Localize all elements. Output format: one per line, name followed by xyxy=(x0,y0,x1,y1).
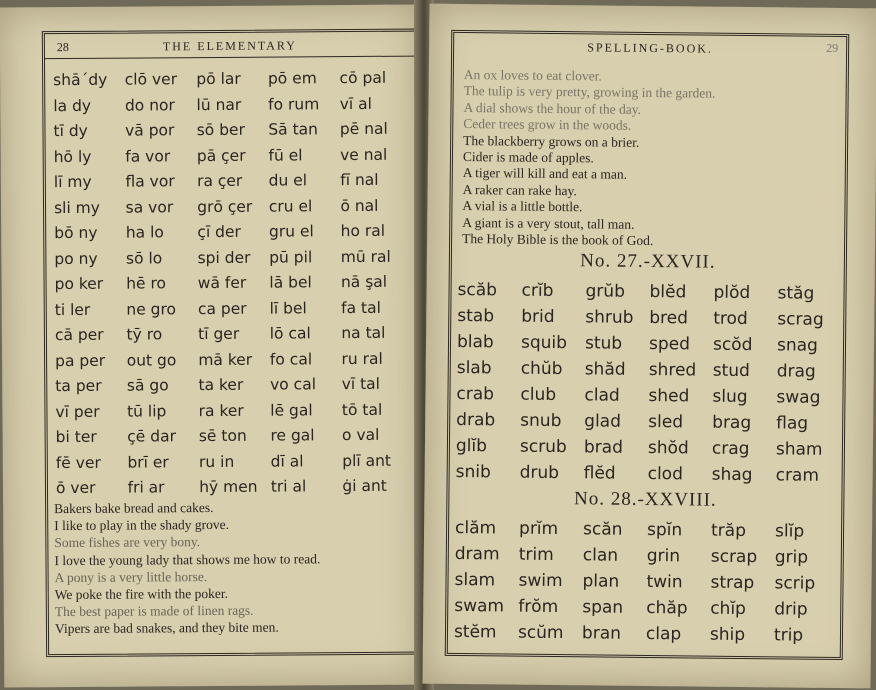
syllable-word: fa vor xyxy=(125,146,171,166)
sentence-line: The tulip is very pretty, growing in the garden. xyxy=(463,83,716,102)
spelling-word: trim xyxy=(518,544,554,566)
spelling-word: blĕd xyxy=(649,281,687,303)
spelling-word: shed xyxy=(648,385,690,407)
spelling-word: shag xyxy=(711,464,753,486)
syllable-word: grō çer xyxy=(197,197,253,216)
syllable-word: ha lo xyxy=(125,223,164,242)
syllable-word: ti ler xyxy=(54,300,91,319)
spelling-word: club xyxy=(520,384,557,406)
syllable-word: fū el xyxy=(268,145,303,165)
syllable-word: mā ker xyxy=(198,350,253,369)
syllable-table xyxy=(53,66,414,501)
syllable-word: fla vor xyxy=(125,172,175,191)
syllable-word: vā por xyxy=(125,121,175,140)
syllable-word: sli my xyxy=(53,198,100,217)
spelling-word: stĕm xyxy=(453,621,497,643)
syllable-word: ō nal xyxy=(340,196,379,215)
spelling-word: scrag xyxy=(777,309,824,330)
syllable-word: pē nal xyxy=(339,119,388,139)
spelling-word: trăp xyxy=(710,520,747,542)
spelling-word: shăd xyxy=(584,359,626,380)
syllable-word: sō ber xyxy=(196,120,245,140)
spelling-word: chăp xyxy=(646,597,688,619)
syllable-word: cō pal xyxy=(339,68,387,88)
syllable-word: ru in xyxy=(198,452,235,471)
spelling-word: shŏd xyxy=(647,437,689,459)
syllable-word: lī bel xyxy=(269,298,307,318)
sentence-line: The best paper is made of linen rags. xyxy=(54,602,254,620)
header-rule xyxy=(45,56,415,60)
spelling-word: brid xyxy=(521,306,555,327)
syllable-word: shā´dy xyxy=(53,70,108,90)
spelling-word: clan xyxy=(582,545,619,566)
spelling-word: flag xyxy=(776,413,809,434)
spelling-word: chŭb xyxy=(520,358,563,380)
spelling-word: strap xyxy=(710,572,755,594)
spelling-word: clap xyxy=(645,623,682,645)
spelling-word: flĕd xyxy=(583,463,616,484)
right-running-title: SPELLING-BOOK. xyxy=(587,40,714,56)
spelling-word: stub xyxy=(584,333,623,354)
syllable-word: ġi ant xyxy=(342,476,387,496)
spelling-word: plan xyxy=(582,571,620,592)
syllable-word: ru ral xyxy=(341,349,383,368)
spelling-word: snib xyxy=(455,461,491,483)
sentence-line: A dial shows the hour of the day. xyxy=(463,99,642,117)
syllable-word: lā bel xyxy=(269,273,312,292)
right-page xyxy=(422,4,876,689)
syllable-word: tī dy xyxy=(53,121,88,141)
syllable-word: wā fer xyxy=(197,273,247,293)
syllable-word: ne gro xyxy=(126,299,177,319)
spelling-word: bred xyxy=(649,307,689,329)
spelling-word: frŏm xyxy=(518,596,559,618)
syllable-word: bi ter xyxy=(55,427,97,447)
syllable-word: tū lip xyxy=(126,401,167,421)
lesson-28-words xyxy=(454,515,839,649)
spelling-word: slug xyxy=(712,386,748,408)
syllable-word: plī ant xyxy=(342,451,392,470)
spelling-word: snub xyxy=(520,410,562,432)
spelling-word: plŏd xyxy=(713,282,751,304)
syllable-word: vo cal xyxy=(270,375,317,394)
syllable-word: pū pil xyxy=(269,247,313,267)
syllable-word: do nor xyxy=(124,95,175,115)
spelling-word: scăb xyxy=(457,279,498,301)
spelling-word: twin xyxy=(646,571,683,593)
lesson-27-title: No. 27.-XXVII. xyxy=(580,250,716,273)
spelling-word: trod xyxy=(713,308,748,330)
syllable-word: tri al xyxy=(270,477,307,496)
syllable-word: ra ker xyxy=(198,401,244,420)
spelling-word: drag xyxy=(776,361,816,382)
syllable-word: ra çer xyxy=(196,171,243,191)
syllable-word: çī der xyxy=(197,222,241,242)
spelling-word: sled xyxy=(648,411,684,433)
spelling-word: crag xyxy=(711,438,750,460)
syllable-word: lī my xyxy=(53,172,92,192)
syllable-word: fo cal xyxy=(269,349,313,369)
syllable-word: fa tal xyxy=(341,298,381,317)
syllable-word: nā şal xyxy=(340,272,388,292)
sentence-line: Cider is made of apples. xyxy=(462,149,594,166)
left-running-title: THE ELEMENTARY xyxy=(162,38,297,54)
syllable-word: sō lo xyxy=(125,248,163,268)
left-sentences xyxy=(54,498,417,638)
spelling-word: slĭp xyxy=(774,521,805,542)
syllable-word: spi der xyxy=(197,248,251,267)
lesson-27-words xyxy=(456,277,842,489)
syllable-word: hē ro xyxy=(126,274,167,293)
syllable-word: tī ger xyxy=(198,324,240,344)
syllable-word: re gal xyxy=(270,426,315,445)
sentence-line: A tiger will kill and eat a man. xyxy=(462,165,628,183)
spelling-word: dram xyxy=(454,543,500,565)
spelling-word: trip xyxy=(773,625,804,646)
sentence-line: We poke the fire with the poker. xyxy=(54,585,229,603)
spelling-word: grip xyxy=(774,547,809,568)
left-page-border xyxy=(42,29,422,658)
syllable-word: lū nar xyxy=(196,95,242,114)
syllable-word: sa vor xyxy=(125,197,174,217)
right-sentences xyxy=(462,67,844,251)
spelling-word: clad xyxy=(584,385,620,406)
sentence-line: Ceder trees grow in the woods. xyxy=(463,116,632,134)
spelling-word: ship xyxy=(709,624,746,646)
spelling-word: swam xyxy=(454,595,505,617)
syllable-word: du el xyxy=(268,171,308,190)
spelling-word: chĭp xyxy=(710,598,746,620)
spelling-word: drab xyxy=(456,409,496,431)
sentence-line: A vial is a little bottle. xyxy=(462,198,583,215)
syllable-word: gru el xyxy=(268,222,314,241)
syllable-word: pa per xyxy=(55,351,106,370)
syllable-word: bō ny xyxy=(54,223,98,243)
left-page xyxy=(0,5,424,688)
syllable-word: hȳ men xyxy=(199,477,258,497)
sentence-line: A raker can rake hay. xyxy=(462,181,577,199)
spelling-word: snag xyxy=(776,335,818,356)
sentence-line: The blackberry grows on a brier. xyxy=(463,132,640,150)
sentence-line: A pony is a very little horse. xyxy=(54,568,208,585)
syllable-word: cā per xyxy=(54,325,104,345)
syllable-word: vī tal xyxy=(341,374,381,394)
spelling-word: scŭm xyxy=(517,622,564,644)
spelling-word: scŏd xyxy=(712,334,753,356)
left-page-number: 28 xyxy=(56,39,69,55)
syllable-word: sā go xyxy=(126,376,169,395)
syllable-word: mū ral xyxy=(340,247,391,266)
spelling-word: slam xyxy=(454,569,496,591)
syllable-word: cru el xyxy=(268,196,313,216)
syllable-word: Sā tan xyxy=(268,120,319,139)
syllable-word: po ny xyxy=(54,249,98,268)
syllable-word: clō ver xyxy=(124,70,178,89)
spelling-word: swag xyxy=(776,387,821,408)
syllable-word: fē ver xyxy=(55,453,101,472)
spelling-word: glad xyxy=(584,411,622,432)
spelling-word: stăg xyxy=(777,283,815,304)
spelling-word: drip xyxy=(774,599,808,620)
syllable-word: po ker xyxy=(54,274,104,294)
sentence-line: Vipers are bad snakes, and they bite men. xyxy=(54,619,279,637)
spelling-word: brad xyxy=(583,437,624,458)
spelling-word: cram xyxy=(775,465,820,486)
syllable-word: tȳ ro xyxy=(126,325,163,344)
spelling-word: clăm xyxy=(454,517,497,539)
right-page-number: 29 xyxy=(826,40,839,55)
sentence-line: I like to play in the shady grove. xyxy=(54,517,230,534)
spelling-word: glĭb xyxy=(455,435,488,457)
sentence-line: I love the young lady that shows me how to read. xyxy=(54,550,321,568)
spelling-word: sham xyxy=(775,439,823,460)
sentence-line: Bakers bake bread and cakes. xyxy=(54,499,214,517)
spelling-word: crĭb xyxy=(521,280,554,301)
spelling-word: spĭn xyxy=(646,519,683,541)
syllable-word: out go xyxy=(126,350,177,370)
spelling-word: drub xyxy=(519,462,560,484)
syllable-word: fo rum xyxy=(268,94,320,114)
syllable-word: ta per xyxy=(55,376,102,396)
syllable-word: ca per xyxy=(197,299,247,318)
syllable-word: pō lar xyxy=(196,69,241,89)
syllable-word: çē dar xyxy=(127,427,176,446)
sentence-line: Some fishes are very bony. xyxy=(54,534,201,551)
sentence-line: An ox loves to eat clover. xyxy=(463,67,602,84)
syllable-word: brī er xyxy=(127,452,169,472)
syllable-word: sē ton xyxy=(198,426,247,446)
syllable-word: ō ver xyxy=(55,478,96,498)
spelling-word: scrip xyxy=(774,573,816,594)
spelling-word: crab xyxy=(456,383,495,405)
lesson-28-title: No. 28.-XXVIII. xyxy=(573,488,717,511)
left-running-head xyxy=(45,38,415,56)
syllable-word: lē gal xyxy=(270,400,313,420)
syllable-word: pā çer xyxy=(196,146,246,165)
spelling-word: scăn xyxy=(582,519,623,540)
syllable-word: ho ral xyxy=(340,221,386,241)
syllable-word: vī per xyxy=(55,402,100,421)
syllable-word: tō tal xyxy=(341,400,383,419)
syllable-word: o val xyxy=(341,425,380,445)
sentence-line: A giant is a very stout, tall man. xyxy=(462,214,635,232)
spelling-word: shred xyxy=(648,359,697,381)
right-page-border xyxy=(445,30,850,660)
spelling-word: scrap xyxy=(710,546,758,568)
syllable-word: ta ker xyxy=(198,375,244,395)
syllable-word: ve nal xyxy=(339,145,388,164)
syllable-word: pō em xyxy=(267,69,317,88)
syllable-word: dī al xyxy=(270,451,304,471)
spelling-word: slab xyxy=(456,357,492,379)
right-running-head xyxy=(454,39,846,58)
spelling-word: blab xyxy=(456,331,494,353)
syllable-word: fī nal xyxy=(340,170,379,190)
spelling-word: grŭb xyxy=(585,281,626,302)
spelling-word: bran xyxy=(581,623,622,644)
syllable-word: la dy xyxy=(53,96,92,115)
spelling-word: swim xyxy=(518,570,563,592)
spelling-word: span xyxy=(582,597,624,618)
spelling-word: scrub xyxy=(519,436,567,458)
syllable-word: hō ly xyxy=(53,147,92,166)
syllable-word: lō cal xyxy=(269,324,311,343)
spelling-word: grin xyxy=(646,545,681,567)
spelling-word: sped xyxy=(648,333,691,355)
spelling-word: stab xyxy=(457,305,495,327)
spelling-word: brag xyxy=(712,412,752,434)
sentence-line: The Holy Bible is the book of God. xyxy=(462,231,654,249)
spelling-word: squib xyxy=(520,332,568,354)
spelling-word: shrub xyxy=(585,307,634,328)
syllable-word: na tal xyxy=(341,323,386,343)
spelling-word: stud xyxy=(712,360,750,382)
syllable-word: fri ar xyxy=(127,478,165,497)
spelling-word: clod xyxy=(647,463,684,485)
syllable-word: vī al xyxy=(339,94,372,113)
spelling-word: prĭm xyxy=(518,518,559,540)
